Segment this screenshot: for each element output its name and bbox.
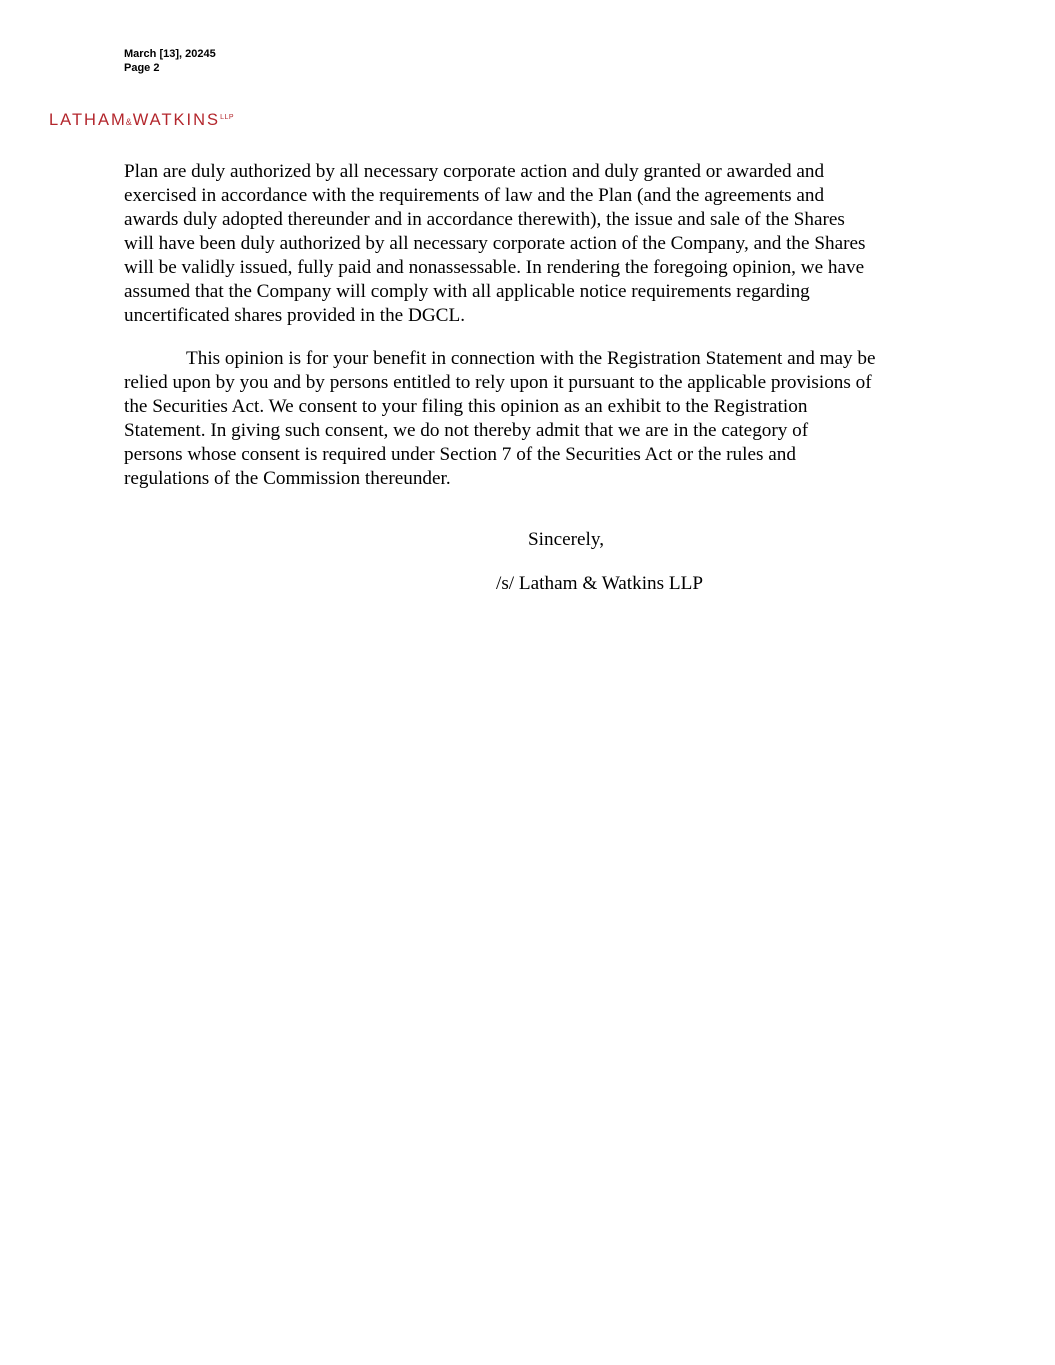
logo-name-right: WATKINS <box>132 111 221 129</box>
paragraph-line: persons whose consent is required under Section 7 of the Securities Act or the rules and <box>124 444 796 465</box>
page-header <box>124 47 216 75</box>
page-number: Page 2 <box>124 62 160 74</box>
paragraph-line: Statement. In giving such consent, we do not thereby admit that we are in the category of <box>124 420 809 441</box>
paragraph-line: will have been duly authorized by all necessary corporate action of the Company, and the Shares <box>124 233 866 254</box>
logo-ampersand: & <box>125 117 132 127</box>
paragraph-line: will be validly issued, fully paid and nonassessable. In rendering the foregoing opinion, we have <box>124 257 865 278</box>
signature-line: /s/ Latham & Watkins LLP <box>496 573 704 594</box>
firm-logo <box>49 110 234 130</box>
paragraph-line: Plan are duly authorized by all necessary corporate action and duly granted or awarded and <box>124 161 825 182</box>
logo-name-left: LATHAM <box>49 111 127 129</box>
closing-salutation: Sincerely, <box>528 529 605 550</box>
letter-date: March [13], 20245 <box>124 48 216 60</box>
paragraph-line: awards duly adopted thereunder and in accordance therewith), the issue and sale of the Shares <box>124 209 845 230</box>
paragraph-line: the Securities Act. We consent to your filing this opinion as an exhibit to the Registration <box>124 396 808 417</box>
logo-suffix: LLP <box>220 114 235 121</box>
paragraph-line-indented <box>124 347 936 371</box>
paragraph-line: regulations of the Commission thereunder. <box>124 468 451 489</box>
opinion-paragraph-1 <box>124 160 936 328</box>
opinion-paragraph-2 <box>124 347 936 491</box>
paragraph-line: exercised in accordance with the requirements of law and the Plan (and the agreements and <box>124 185 825 206</box>
paragraph-line: uncertificated shares provided in the DGCL. <box>124 305 465 326</box>
paragraph-line-text: This opinion is for your benefit in connection with the Registration Statement and may be <box>186 348 876 369</box>
paragraph-line: relied upon by you and by persons entitled to rely upon it pursuant to the applicable provisions of <box>124 372 872 393</box>
paragraph-line: assumed that the Company will comply with all applicable notice requirements regarding <box>124 281 810 302</box>
